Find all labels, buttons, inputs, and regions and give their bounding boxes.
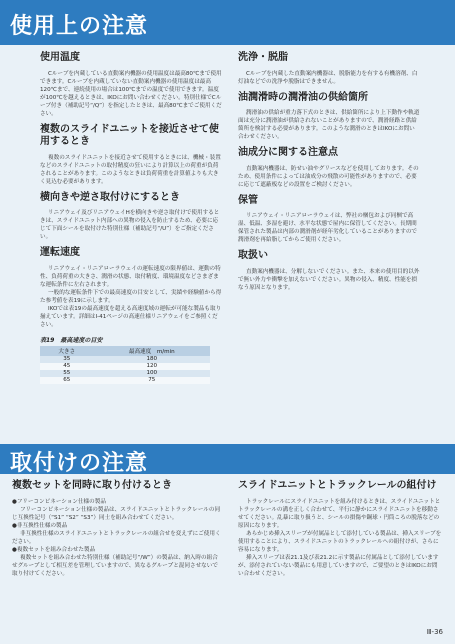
- usage-left-column: [40, 52, 222, 384]
- table-row: [40, 363, 210, 370]
- table-header-speed: 最高速度 m/min: [94, 346, 210, 356]
- page-number: Ⅲ-36: [426, 628, 443, 636]
- heading-multi-slide: 複数のスライドユニットを接近させて使用するとき: [40, 123, 219, 147]
- table-cell-speed: 75: [94, 377, 210, 384]
- usage-right-column: [238, 52, 420, 298]
- text-free-combination: フリーコンビネーション仕様の製品は、スライドユニットとトラックレールの同じ互換性記号（“S1” “S2” “S3”）同士を組み合わせてください。: [12, 506, 221, 521]
- bullet-free-combination: ●フリーコンビネーション仕様の製品: [12, 498, 106, 505]
- bullet-matched-sets: ●複数セットを組み合わせた製品: [12, 546, 96, 553]
- table-cell-size: 35: [40, 356, 94, 363]
- text-side-mount: リニアウェイ及びリニアウェイHを横向きや逆さ取付けで使用するときは、スライドユニット内部への異物の侵入を防止するため、必要に応じて下面シールを取付けた特別仕様（補助記号“/U”）をご指定ください。: [40, 210, 220, 240]
- text-assembly-3: 挿入スリーブは表21.1及び表21.2に示す製品に付属品として添付していますが、添付されていない製品にも用意していますので、ご要望のときはIKOにお問い合わせください。: [238, 554, 439, 577]
- mounting-right-column: [238, 480, 442, 584]
- text-storage: リニアウェイ・リニアローラウェイは、弊社の梱包および同梱で高湿、低温、多湿を避け、水平な状態で屋内に保管してください。長期間保管された製品は内部の潤滑剤が経年劣化していることがありますので潤滑剤を再給脂してからご使用ください。: [238, 213, 418, 243]
- table-row: [40, 377, 210, 384]
- table-row: [40, 370, 210, 377]
- text-temperature: Cルーブを内蔵している直動案内機器の使用温度は最高80℃まで使用できます。Cルーブを内蔵していない直動案内機器の使用温度は最高120℃まで、連続使用の場合は100℃までの温度で使用できます。温度が100℃を越えるときは、IKOにお問い合わせください。特別仕様でCルーブ付き（補助記号“/Q”）を指定したときは、最高80℃までご使用ください。: [40, 70, 222, 117]
- heading-oil-notes: 油成分に関する注意点: [238, 147, 338, 158]
- text-handling: 直動案内機器は、分解しないでください。また、本来の使用目的以外で無い外力や衝撃を加えないでください。異物の侵入、精度、性能を損なう原因となります。: [238, 268, 420, 291]
- text-multi-slide: 複数のスライドユニットを接近させて使用するときには、機械・装置などのスライドユニットの取付精度の狂いにより計算以上の荷重が負荷されることがあります。このようなときは負荷荷重を計算値よりも大きく見込む必要があります。: [40, 154, 221, 185]
- heading-temperature: 使用温度: [40, 52, 80, 63]
- text-speed-1: リニアウェイ・リニアローラウェイの運転速度の限界値は、運動の特性、負荷荷重の大きさ、潤滑の状態、取付精度、環境温度などさまざまな運転条件に左右されます。: [40, 265, 221, 288]
- heading-assembly: スライドユニットとトラックレールの組付け: [238, 480, 437, 491]
- text-matched-sets: 複数セットを組み合わせた特別仕様（補助記号“/W”）の製品は、納入時の組合せグループとして相互差を管理していますので、異なるグループと混同させないで取り付けてください。: [12, 554, 218, 577]
- section-title-mounting: 取付けの注意: [10, 451, 149, 476]
- heading-storage: 保管: [238, 194, 258, 206]
- table-cell-size: 65: [40, 377, 94, 384]
- heading-lubrication: 油潤滑時の潤滑油の供給箇所: [238, 91, 368, 103]
- heading-multiple-sets: 複数セットを同時に取り付けるとき: [12, 480, 172, 491]
- speed-table: [40, 346, 210, 384]
- text-non-interchangeable: 非互換性仕様のスライドユニットとトラックレールの組合せを変えずにご使用ください。: [12, 530, 221, 545]
- text-assembly-2: あらかじめ挿入スリーブが付属品として添付している製品は、挿入スリーブを使用することにより、スライドユニットのトラックレールへの組付けが、さらに容易になります。: [238, 530, 442, 553]
- table-cell-speed: 120: [94, 363, 210, 370]
- heading-washing: 洗浄・脱脂: [238, 52, 288, 63]
- text-washing: Cルーブを内蔵した直動案内機器は、脱脂能力を有する有機溶剤、白灯油などでの洗浄や脱脂はできません。: [238, 70, 418, 85]
- bullet-non-interchangeable: ●非互換性仕様の製品: [12, 522, 68, 529]
- table-caption: 表19 最高速度の目安: [40, 336, 103, 344]
- table-cell-size: 45: [40, 363, 94, 370]
- text-lubrication: 潤滑油の供給が重力落下式のときは、供給箇所により上下動作や軌道面は充分に潤滑油が供給されないことがありますので、潤滑経路と供給箇所を検討する必要があります。このような潤滑のときはIKOにお問い合わせください。: [238, 110, 420, 140]
- table-row: [40, 356, 210, 363]
- table-header-row: [40, 346, 210, 356]
- section-title-usage: 使用上の注意: [10, 14, 149, 39]
- table-header-size: 大きさ: [40, 346, 94, 356]
- mounting-left-column: [12, 480, 222, 584]
- text-assembly-1: トラックレールにスライドユニットを組み付けるときは、スライドユニットとトラックレールの溝を正しく合わせて、平行に静かにスライドユニットを移動させてください。乱暴に取り扱うと、シールの損傷や鋼球・円筒ころの脱落などの原因になります。: [238, 498, 441, 529]
- heading-side-mount: 横向きや逆さ取付けにするとき: [40, 191, 180, 203]
- text-speed-2: 一般的な運転条件下での最高速度の目安として、実績や経験値から得た参考値を表19に示します。: [40, 289, 222, 304]
- heading-handling: 取扱い: [238, 250, 268, 261]
- table-cell-size: 55: [40, 370, 94, 377]
- text-speed-3: IKOでは表19の最高速度を超える高速度域の運転が可能な製品も取り揃えています。詳細はⅠ-41ページの高速仕様リニアウェイをご参照ください。: [40, 305, 222, 328]
- table-cell-speed: 100: [94, 370, 210, 377]
- heading-speed: 運転速度: [40, 247, 80, 258]
- text-oil-notes: 直動案内機器は、防せい油やグリースなどを使用しております。そのため、使用条件によっては油成分の飛散の可能性がありますので、必要に応じて遮蔽板などの設置をご検討ください。: [238, 165, 419, 188]
- table-cell-speed: 180: [94, 356, 210, 363]
